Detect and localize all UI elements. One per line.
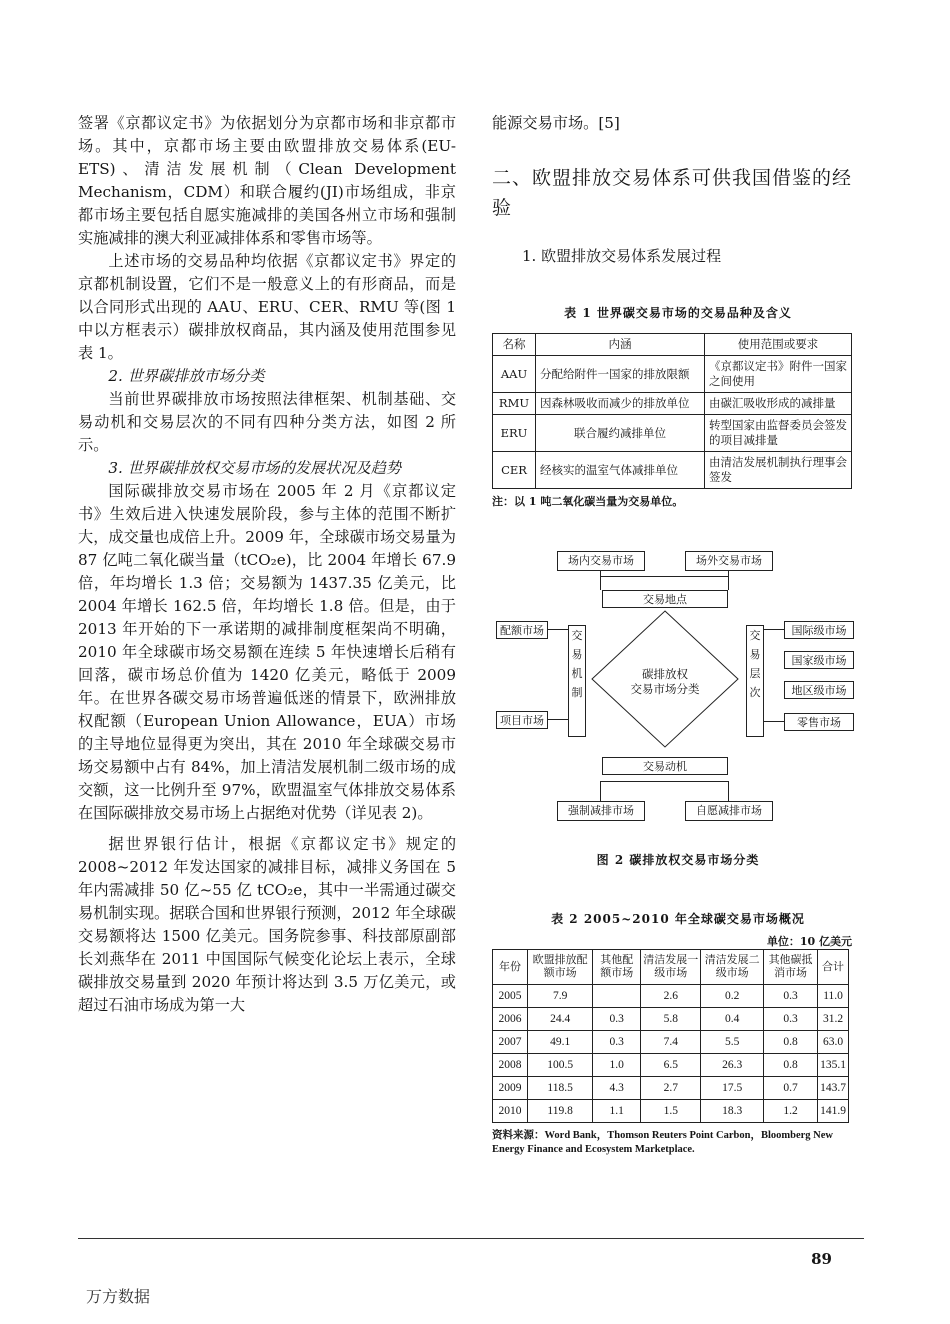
heading-market-classification: 2. 世界碳排放市场分类 xyxy=(108,367,265,385)
connector-line xyxy=(728,570,729,590)
table2-cell: 4.3 xyxy=(593,1077,641,1100)
table2-cell: 2008 xyxy=(493,1054,528,1077)
figure2-caption: 图 2 碳排放权交易市场分类 xyxy=(596,853,760,867)
table2-cell: 141.9 xyxy=(818,1100,849,1123)
table1-cell: RMU xyxy=(493,393,536,415)
table-row xyxy=(493,452,852,489)
table2-cell: 5.5 xyxy=(701,1031,764,1054)
table2-header-cell: 合计 xyxy=(818,950,849,985)
trading-motive-box: 交易动机 xyxy=(602,757,728,775)
paragraph-1: 签署《京都议定书》为依据划分为京都市场和非京都市场。其中，京都市场主要由欧盟排放交易体系(EU-ETS)、清洁发展机制（Clean Development Mechanism，CDM）和联合履约(JI)市场组成，非京都市场主要包括自愿实施减排的美国各州立市场和强制实施减排的澳大利亚减排体系和零售市场等。 xyxy=(78,114,456,247)
paragraph-trend: 国际碳排放交易市场在 2005 年 2 月《京都议定书》生效后进入快速发展阶段，参与主体的范围不断扩大，成交量也成倍上升。2009 年，全球碳市场交易量为 87 亿吨二氧化碳当量（tCO₂e)，比 2004 年增长 67.9 倍，年均增长 1.3 倍；交易额为 1437.35 亿美元，比 2004 年增长 162.5 倍，年均增长 1.8 倍。但是，由于 2013 年开始的下一承诺期的减排制度框架尚不明确，2010 年全球碳市场交易额在连续 5 年快速增长后稍有回落，碳市场总价值为 1420 亿美元，略低于 2009 年。在世界各碳交易市场普遍低迷的情景下，欧洲排放权配额（European Union Allowance，EUA）市场的主导地位显得更为突出，其在 2010 年全球碳交易市场交易额中占有 84%，加上清洁发展机制二级市场的成交额，这一比例升至 97%，欧盟温室气体排放交易体系在国际碳排放交易市场上占据绝对优势（详见表 2)。 xyxy=(78,482,456,822)
connector-line xyxy=(763,629,784,630)
table2-cell: 143.7 xyxy=(818,1077,849,1100)
retail-market-box: 零售市场 xyxy=(784,713,854,731)
connector-line xyxy=(600,570,601,590)
figure2-diagram xyxy=(492,551,862,841)
mandatory-market-box: 强制减排市场 xyxy=(557,801,645,821)
table2-cell: 26.3 xyxy=(701,1054,764,1077)
trading-level-box: 交易层次 xyxy=(746,625,764,737)
table2-cell: 5.8 xyxy=(641,1008,701,1031)
table2-cell: 1.2 xyxy=(764,1100,818,1123)
quota-market-box: 配额市场 xyxy=(496,621,548,639)
table-row xyxy=(493,415,852,452)
paragraph-classification: 当前世界碳排放市场按照法律框架、机制基础、交易动机和交易层次的不同有四种分类方法，如图 2 所示。 xyxy=(78,390,456,454)
connector-line xyxy=(547,629,568,630)
heading-market-trend: 3. 世界碳排放权交易市场的发展状况及趋势 xyxy=(108,459,402,477)
table2-cell: 6.5 xyxy=(641,1054,701,1077)
national-market-box: 国家级市场 xyxy=(784,651,854,669)
table2-cell: 0.3 xyxy=(764,1008,818,1031)
center-label-line: 碳排放权 xyxy=(642,667,688,681)
table2-header-cell: 清洁发展一级市场 xyxy=(641,950,701,985)
table2-header-cell: 其他配额市场 xyxy=(593,950,641,985)
left-column xyxy=(78,112,456,1017)
table-row xyxy=(493,985,849,1008)
paragraph-forecast: 据世界银行估计，根据《京都议定书》规定的 2008~2012 年发达国家的减排目标，减排义务国在 5 年内需减排 50 亿~55 亿 tCO₂e，其中一半需通过碳交易机制实现。据联合国和世界银行预测，2012 年全球碳交易额将达 1500 亿美元。国务院参事、科技部原副部长刘燕华在 2011 中国国际气候变化论坛上表示，全球碳排放交易量到 2020 年预计将达到 3.5 万亿美元，或超过石油市场成为第一大 xyxy=(78,835,456,1014)
table-row xyxy=(493,1077,849,1100)
table2-cell: 2.7 xyxy=(641,1077,701,1100)
subsection-title: 1. 欧盟排放交易体系发展过程 xyxy=(522,247,722,265)
footer-divider xyxy=(78,1238,864,1239)
table2-cell: 118.5 xyxy=(528,1077,593,1100)
center-label xyxy=(617,667,713,697)
table2-cell: 0.3 xyxy=(764,985,818,1008)
table2-cell xyxy=(593,985,641,1008)
table2-cell: 18.3 xyxy=(701,1100,764,1123)
table2-cell: 0.4 xyxy=(701,1008,764,1031)
table2-header-cell: 欧盟排放配额市场 xyxy=(528,950,593,985)
table2-cell: 0.3 xyxy=(593,1031,641,1054)
table2-source: 资料来源：Word Bank，Thomson Reuters Point Carbon，Bloomberg New Energy Finance and Ecosystem Marketplace. xyxy=(492,1130,833,1155)
table1-header-cell: 使用范围或要求 xyxy=(705,334,852,356)
table1-header xyxy=(493,334,852,356)
watermark: 万方数据 xyxy=(86,1287,151,1306)
table1-note: 注：以 1 吨二氧化碳当量为交易单位。 xyxy=(492,495,684,508)
table-row xyxy=(493,1100,849,1123)
table-row xyxy=(493,1054,849,1077)
connector-line xyxy=(728,781,729,801)
table1-cell: 转型国家由监督委员会签发的项目减排量 xyxy=(705,415,852,452)
table2-cell: 7.9 xyxy=(528,985,593,1008)
table1-caption: 表 1 世界碳交易市场的交易品种及含义 xyxy=(564,306,792,320)
table2-header xyxy=(493,950,849,985)
paragraph-2: 上述市场的交易品种均依据《京都议定书》界定的京都机制设置，它们不是一般意义上的有形商品，而是以合同形式出现的 AAU、ERU、CER、RMU 等(图 1 中以方框表示）碳排放权商品，其内涵及使用范围参见表 1。 xyxy=(78,252,456,362)
table1-cell: ERU xyxy=(493,415,536,452)
table1-cell: CER xyxy=(493,452,536,489)
table2-cell: 1.5 xyxy=(641,1100,701,1123)
table1-cell: 联合履约减排单位 xyxy=(536,415,705,452)
right-top-text: 能源交易市场。[5] xyxy=(492,114,620,132)
trading-mechanism-box: 交易机制 xyxy=(568,625,586,737)
table1-cell: AAU xyxy=(493,356,536,393)
table2-cell: 2009 xyxy=(493,1077,528,1100)
table-row xyxy=(493,1008,849,1031)
table2-cell: 0.2 xyxy=(701,985,764,1008)
table2-cell: 24.4 xyxy=(528,1008,593,1031)
table2-cell: 100.5 xyxy=(528,1054,593,1077)
right-column xyxy=(492,112,864,1157)
otc-market-box: 场外交易市场 xyxy=(685,551,773,571)
table2-cell: 2.6 xyxy=(641,985,701,1008)
connector-line xyxy=(600,781,601,801)
table2-cell: 0.7 xyxy=(764,1077,818,1100)
international-market-box: 国际级市场 xyxy=(784,621,854,639)
center-label-line: 交易市场分类 xyxy=(630,682,700,696)
table2-header-cell: 清洁发展二级市场 xyxy=(701,950,764,985)
voluntary-market-box: 自愿减排市场 xyxy=(685,801,773,821)
table1-header-cell: 名称 xyxy=(493,334,536,356)
table2-header-cell: 年份 xyxy=(493,950,528,985)
table2-cell: 11.0 xyxy=(818,985,849,1008)
section-title: 二、欧盟排放交易体系可供我国借鉴的经验 xyxy=(492,167,853,219)
on-exchange-market-box: 场内交易市场 xyxy=(557,551,645,571)
table2-cell: 135.1 xyxy=(818,1054,849,1077)
table2-cell: 0.8 xyxy=(764,1031,818,1054)
table2-cell: 7.4 xyxy=(641,1031,701,1054)
page-number: 89 xyxy=(811,1250,832,1268)
table1-cell: 经核实的温室气体减排单位 xyxy=(536,452,705,489)
table2-cell: 2005 xyxy=(493,985,528,1008)
table2-cell: 119.8 xyxy=(528,1100,593,1123)
connector-line xyxy=(600,781,729,782)
table2-unit: 单位：10 亿美元 xyxy=(766,935,852,948)
table2-cell: 2006 xyxy=(493,1008,528,1031)
table2-header-cell: 其他碳抵消市场 xyxy=(764,950,818,985)
table2-cell: 1.1 xyxy=(593,1100,641,1123)
table1-cell: 由清洁发展机制执行理事会签发 xyxy=(705,452,852,489)
table-row xyxy=(493,356,852,393)
table2-cell: 1.0 xyxy=(593,1054,641,1077)
table1-cell: 分配给附件一国家的排放限额 xyxy=(536,356,705,393)
table2 xyxy=(492,949,849,1123)
table2-cell: 2007 xyxy=(493,1031,528,1054)
table2-cell: 63.0 xyxy=(818,1031,849,1054)
connector-line xyxy=(547,719,568,720)
table1-cell: 《京都议定书》附件一国家之间使用 xyxy=(705,356,852,393)
table2-cell: 0.8 xyxy=(764,1054,818,1077)
table2-cell: 0.3 xyxy=(593,1008,641,1031)
project-market-box: 项目市场 xyxy=(496,711,548,729)
connector-line xyxy=(763,721,784,722)
table2-cell: 49.1 xyxy=(528,1031,593,1054)
table-row xyxy=(493,393,852,415)
table1-header-cell: 内涵 xyxy=(536,334,705,356)
table2-cell: 17.5 xyxy=(701,1077,764,1100)
trading-place-box: 交易地点 xyxy=(602,590,728,608)
table1-cell: 因森林吸收而减少的排放单位 xyxy=(536,393,705,415)
table-row xyxy=(493,1031,849,1054)
connector-line xyxy=(600,576,729,577)
table1-cell: 由碳汇吸收形成的减排量 xyxy=(705,393,852,415)
table2-cell: 2010 xyxy=(493,1100,528,1123)
table2-caption: 表 2 2005~2010 年全球碳交易市场概况 xyxy=(551,912,805,926)
table2-cell: 31.2 xyxy=(818,1008,849,1031)
table1 xyxy=(492,333,852,489)
regional-market-box: 地区级市场 xyxy=(784,681,854,699)
